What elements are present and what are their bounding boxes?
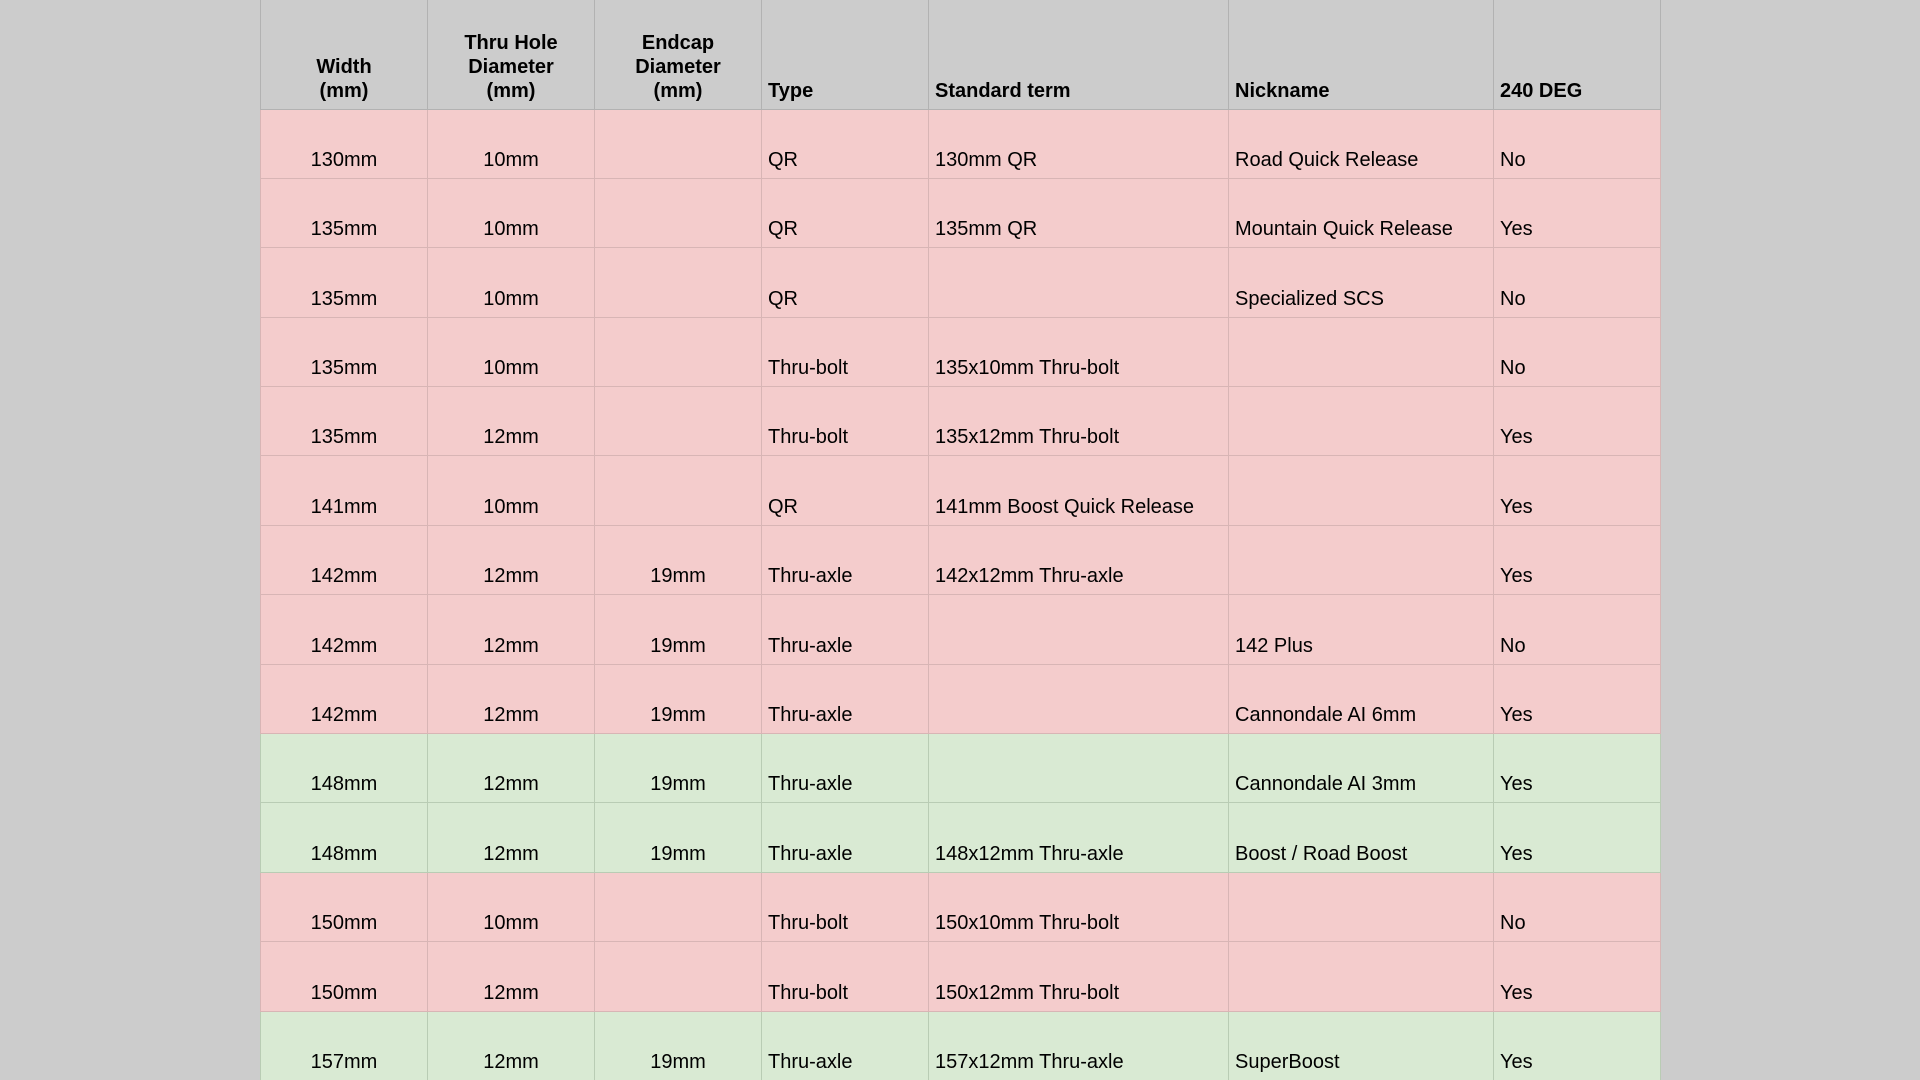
cell-width[interactable]: 150mm: [261, 872, 428, 941]
cell-240-deg[interactable]: Yes: [1494, 525, 1661, 594]
table-row: [261, 525, 1661, 594]
cell-endcap-diameter[interactable]: 19mm: [595, 1011, 762, 1080]
cell-240-deg[interactable]: Yes: [1494, 664, 1661, 733]
cell-thru-hole-diameter[interactable]: 12mm: [428, 664, 595, 733]
cell-nickname[interactable]: SuperBoost: [1229, 1011, 1494, 1080]
table-row: [261, 734, 1661, 803]
cell-standard-term[interactable]: 135mm QR: [929, 178, 1229, 247]
cell-standard-term[interactable]: [929, 248, 1229, 317]
cell-type[interactable]: Thru-axle: [762, 525, 929, 594]
cell-type[interactable]: Thru-axle: [762, 595, 929, 664]
table-header: [261, 0, 1661, 109]
cell-thru-hole-diameter[interactable]: 10mm: [428, 317, 595, 386]
cell-thru-hole-diameter[interactable]: 10mm: [428, 456, 595, 525]
cell-endcap-diameter[interactable]: [595, 456, 762, 525]
cell-nickname[interactable]: Mountain Quick Release: [1229, 178, 1494, 247]
table-row: [261, 387, 1661, 456]
cell-nickname[interactable]: 142 Plus: [1229, 595, 1494, 664]
cell-standard-term[interactable]: 135x12mm Thru-bolt: [929, 387, 1229, 456]
table-row: [261, 178, 1661, 247]
cell-240-deg[interactable]: Yes: [1494, 1011, 1661, 1080]
cell-thru-hole-diameter[interactable]: 12mm: [428, 803, 595, 872]
cell-type[interactable]: Thru-bolt: [762, 317, 929, 386]
cell-standard-term[interactable]: 130mm QR: [929, 109, 1229, 178]
header-endcap-diameter[interactable]: Endcap Diameter (mm): [595, 0, 762, 109]
table-row: [261, 664, 1661, 733]
cell-width[interactable]: 135mm: [261, 387, 428, 456]
cell-width[interactable]: 142mm: [261, 525, 428, 594]
cell-type[interactable]: Thru-axle: [762, 803, 929, 872]
cell-width[interactable]: 130mm: [261, 109, 428, 178]
cell-standard-term[interactable]: 142x12mm Thru-axle: [929, 525, 1229, 594]
cell-240-deg[interactable]: Yes: [1494, 734, 1661, 803]
cell-240-deg[interactable]: No: [1494, 595, 1661, 664]
cell-thru-hole-diameter[interactable]: 10mm: [428, 178, 595, 247]
cell-type[interactable]: Thru-bolt: [762, 872, 929, 941]
cell-thru-hole-diameter[interactable]: 10mm: [428, 872, 595, 941]
cell-endcap-diameter[interactable]: [595, 178, 762, 247]
cell-standard-term[interactable]: 150x10mm Thru-bolt: [929, 872, 1229, 941]
table-row: [261, 803, 1661, 872]
cell-width[interactable]: 142mm: [261, 595, 428, 664]
cell-nickname[interactable]: Cannondale AI 6mm: [1229, 664, 1494, 733]
table-row: [261, 456, 1661, 525]
table-row: [261, 317, 1661, 386]
cell-type[interactable]: QR: [762, 248, 929, 317]
cell-endcap-diameter[interactable]: [595, 942, 762, 1011]
cell-width[interactable]: 142mm: [261, 664, 428, 733]
cell-240-deg[interactable]: Yes: [1494, 942, 1661, 1011]
cell-endcap-diameter[interactable]: 19mm: [595, 664, 762, 733]
cell-endcap-diameter[interactable]: [595, 872, 762, 941]
cell-width[interactable]: 148mm: [261, 803, 428, 872]
cell-width[interactable]: 135mm: [261, 317, 428, 386]
cell-endcap-diameter[interactable]: [595, 248, 762, 317]
cell-nickname[interactable]: [1229, 387, 1494, 456]
table-row: [261, 1011, 1661, 1080]
cell-type[interactable]: Thru-bolt: [762, 942, 929, 1011]
cell-240-deg[interactable]: Yes: [1494, 803, 1661, 872]
cell-nickname[interactable]: [1229, 942, 1494, 1011]
cell-standard-term[interactable]: [929, 595, 1229, 664]
table-row: [261, 942, 1661, 1011]
cell-type[interactable]: QR: [762, 178, 929, 247]
cell-nickname[interactable]: Road Quick Release: [1229, 109, 1494, 178]
cell-thru-hole-diameter[interactable]: 12mm: [428, 942, 595, 1011]
cell-thru-hole-diameter[interactable]: 10mm: [428, 248, 595, 317]
header-row: [261, 0, 1661, 109]
cell-type[interactable]: Thru-bolt: [762, 387, 929, 456]
table-row: [261, 872, 1661, 941]
cell-standard-term[interactable]: 157x12mm Thru-axle: [929, 1011, 1229, 1080]
header-standard-term[interactable]: Standard term: [929, 0, 1229, 109]
cell-standard-term[interactable]: [929, 734, 1229, 803]
cell-nickname[interactable]: [1229, 456, 1494, 525]
cell-240-deg[interactable]: No: [1494, 248, 1661, 317]
cell-nickname[interactable]: Specialized SCS: [1229, 248, 1494, 317]
cell-thru-hole-diameter[interactable]: 12mm: [428, 595, 595, 664]
cell-nickname[interactable]: Cannondale AI 3mm: [1229, 734, 1494, 803]
cell-endcap-diameter[interactable]: 19mm: [595, 525, 762, 594]
table-row: [261, 109, 1661, 178]
cell-type[interactable]: Thru-axle: [762, 664, 929, 733]
cell-endcap-diameter[interactable]: [595, 109, 762, 178]
cell-thru-hole-diameter[interactable]: 10mm: [428, 109, 595, 178]
table-row: [261, 595, 1661, 664]
cell-type[interactable]: QR: [762, 109, 929, 178]
cell-type[interactable]: Thru-axle: [762, 734, 929, 803]
cell-240-deg[interactable]: Yes: [1494, 387, 1661, 456]
cell-240-deg[interactable]: No: [1494, 317, 1661, 386]
cell-endcap-diameter[interactable]: 19mm: [595, 734, 762, 803]
cell-type[interactable]: Thru-axle: [762, 1011, 929, 1080]
header-thru-hole-diameter[interactable]: Thru Hole Diameter (mm): [428, 0, 595, 109]
header-nickname[interactable]: Nickname: [1229, 0, 1494, 109]
cell-240-deg[interactable]: No: [1494, 109, 1661, 178]
cell-endcap-diameter[interactable]: [595, 317, 762, 386]
cell-nickname[interactable]: [1229, 525, 1494, 594]
header-240-deg[interactable]: 240 DEG: [1494, 0, 1661, 109]
cell-thru-hole-diameter[interactable]: 12mm: [428, 387, 595, 456]
cell-240-deg[interactable]: No: [1494, 872, 1661, 941]
cell-width[interactable]: 150mm: [261, 942, 428, 1011]
header-type[interactable]: Type: [762, 0, 929, 109]
cell-endcap-diameter[interactable]: 19mm: [595, 803, 762, 872]
table-body: [261, 109, 1661, 1080]
cell-width[interactable]: 141mm: [261, 456, 428, 525]
cell-thru-hole-diameter[interactable]: 12mm: [428, 734, 595, 803]
cell-width[interactable]: 135mm: [261, 248, 428, 317]
cell-nickname[interactable]: [1229, 317, 1494, 386]
cell-width[interactable]: 135mm: [261, 178, 428, 247]
cell-240-deg[interactable]: Yes: [1494, 456, 1661, 525]
cell-standard-term[interactable]: 141mm Boost Quick Release: [929, 456, 1229, 525]
table-row: [261, 248, 1661, 317]
cell-standard-term[interactable]: [929, 664, 1229, 733]
cell-width[interactable]: 148mm: [261, 734, 428, 803]
cell-standard-term[interactable]: 150x12mm Thru-bolt: [929, 942, 1229, 1011]
hub-spacing-table: [260, 0, 1661, 1080]
cell-nickname[interactable]: [1229, 872, 1494, 941]
cell-thru-hole-diameter[interactable]: 12mm: [428, 525, 595, 594]
cell-nickname[interactable]: Boost / Road Boost: [1229, 803, 1494, 872]
cell-endcap-diameter[interactable]: [595, 387, 762, 456]
header-width[interactable]: Width (mm): [261, 0, 428, 109]
cell-type[interactable]: QR: [762, 456, 929, 525]
cell-width[interactable]: 157mm: [261, 1011, 428, 1080]
cell-240-deg[interactable]: Yes: [1494, 178, 1661, 247]
cell-thru-hole-diameter[interactable]: 12mm: [428, 1011, 595, 1080]
cell-endcap-diameter[interactable]: 19mm: [595, 595, 762, 664]
cell-standard-term[interactable]: 148x12mm Thru-axle: [929, 803, 1229, 872]
cell-standard-term[interactable]: 135x10mm Thru-bolt: [929, 317, 1229, 386]
